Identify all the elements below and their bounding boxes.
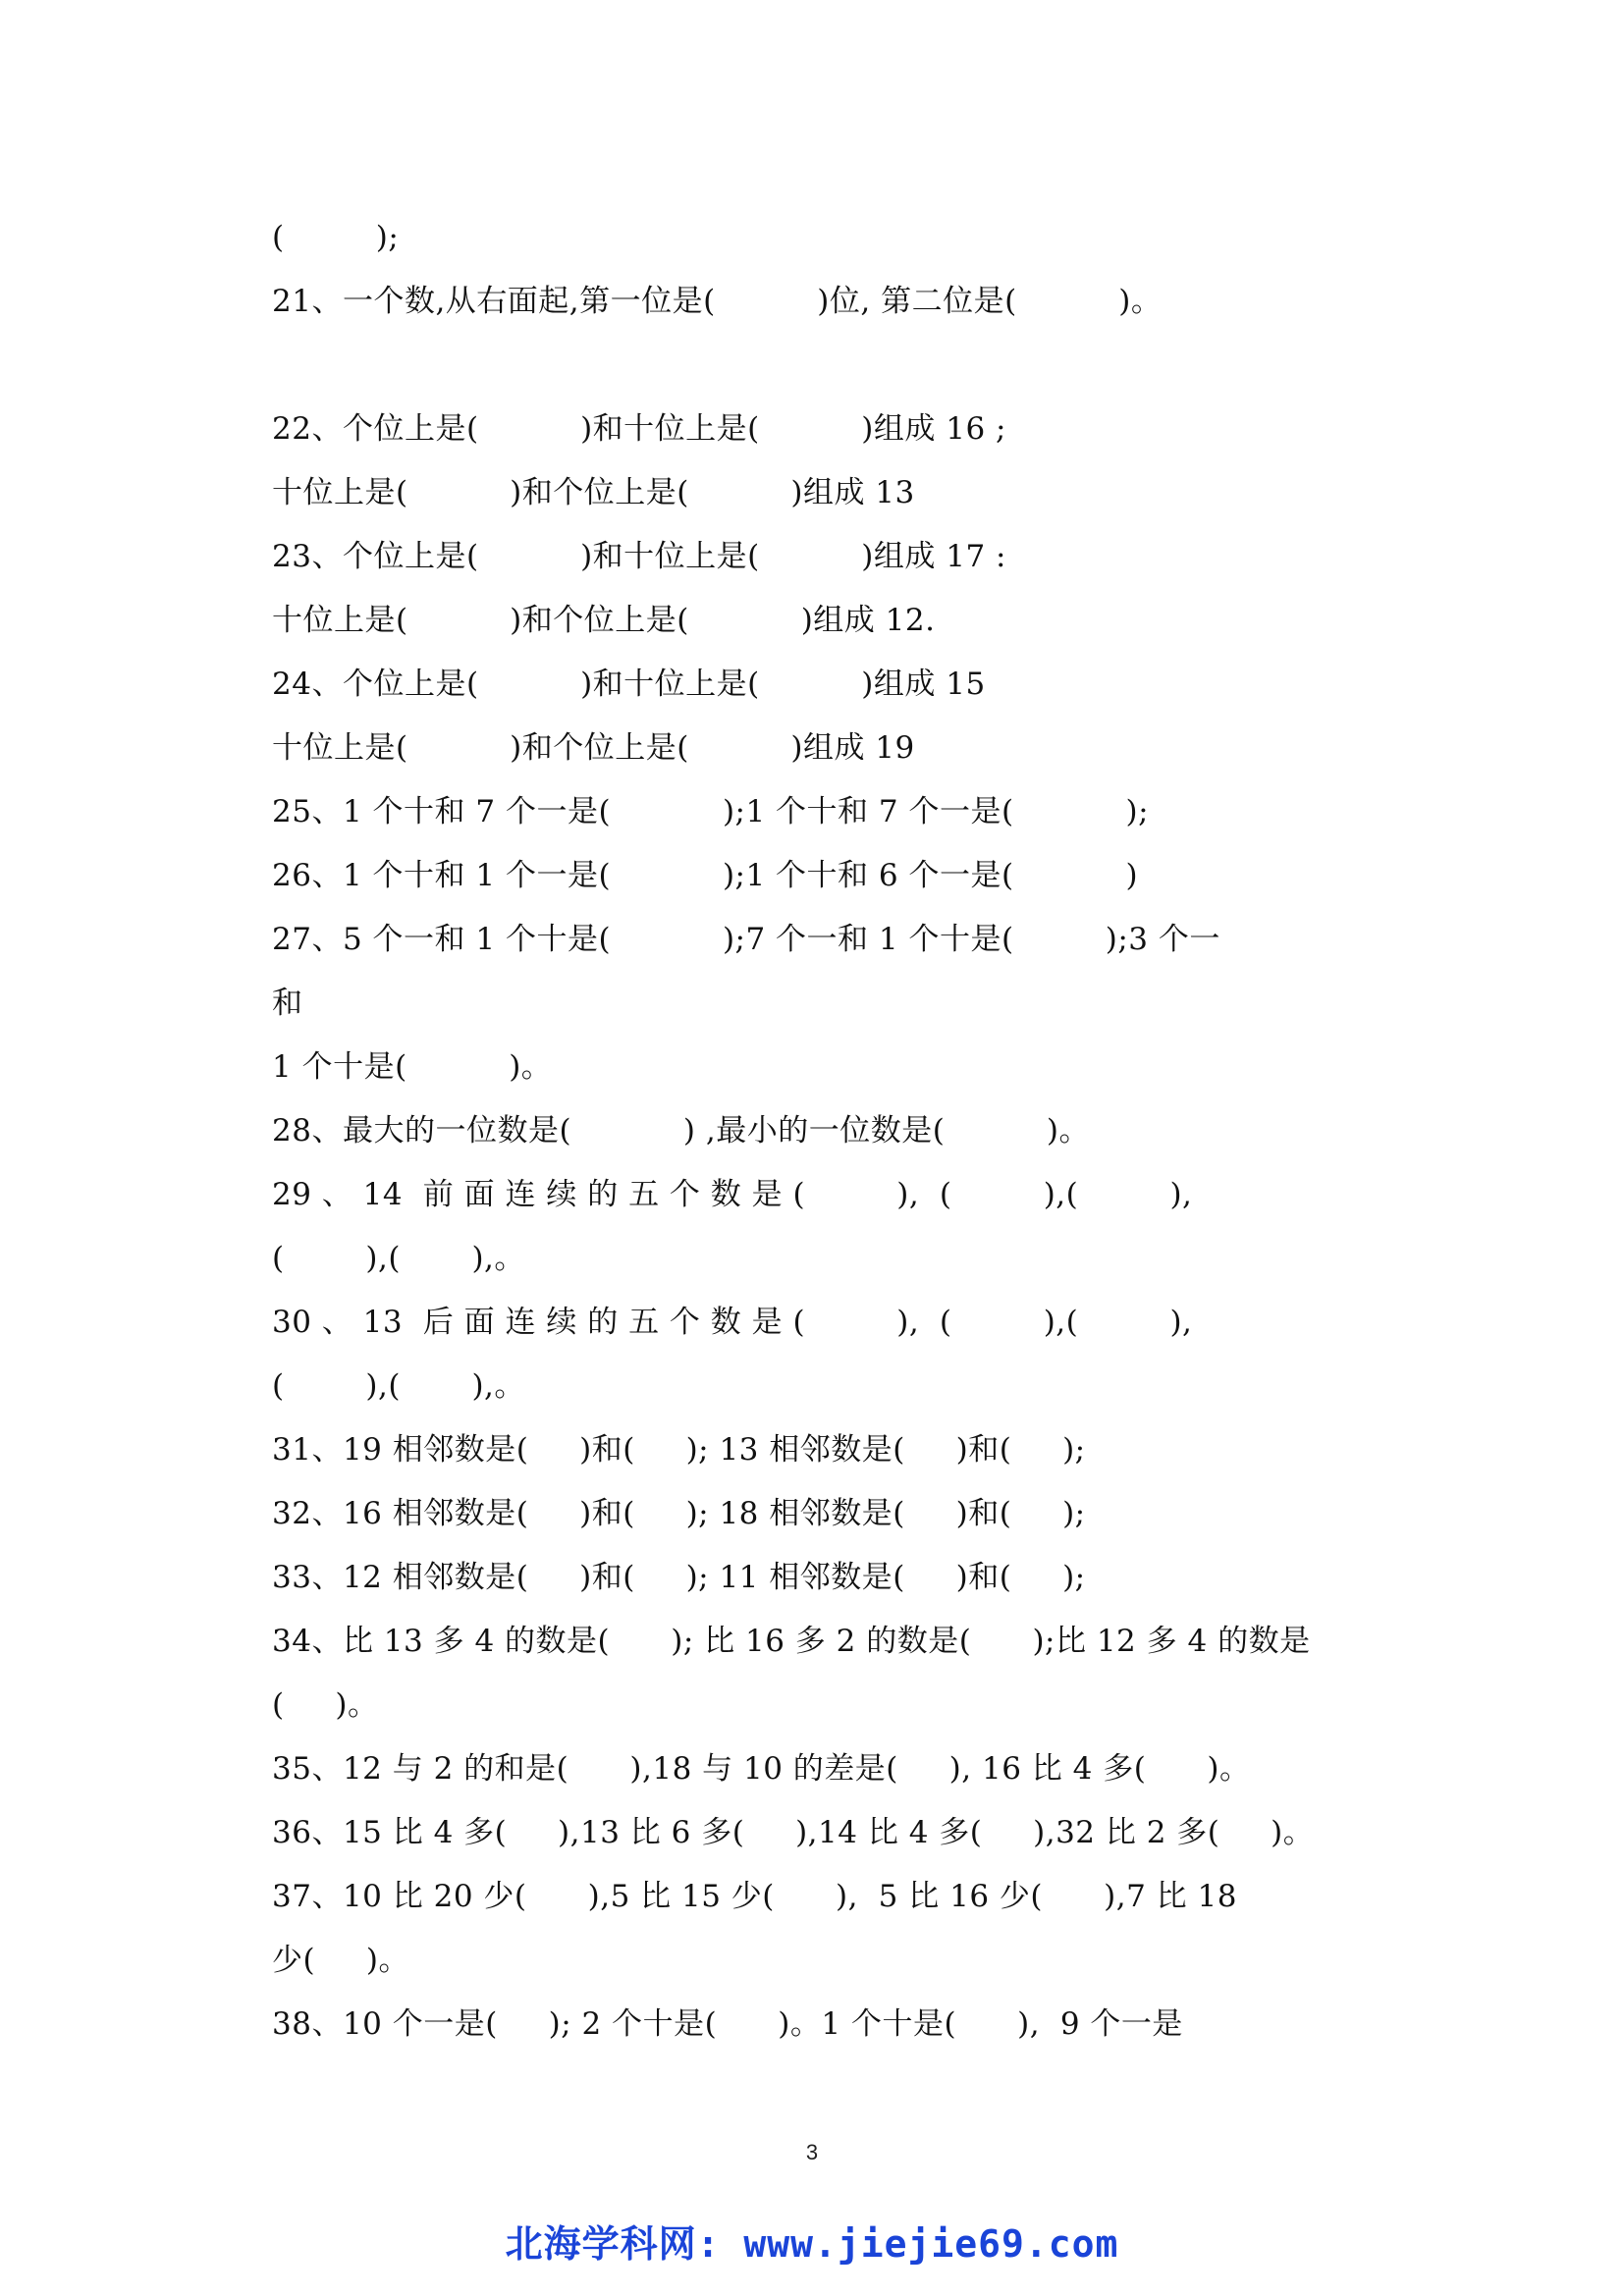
text-line: ( ),( ),。 [272,1241,525,1276]
text-line: 30 、 13 后 面 连 续 的 五 个 数 是 ( ), ( ),( ), [272,1305,1193,1340]
blank-line [272,334,1411,398]
text-line: ( ); [272,220,400,255]
text-line: 37、10 比 20 少( ),5 比 15 少( ), 5 比 16 少( ),7 比 18 [272,1879,1237,1914]
text-line: 35、12 与 2 的和是( ),18 与 10 的差是( ), 16 比 4 多( )。 [272,1751,1251,1787]
text-line: 十位上是( )和个位上是( )组成 19 [272,730,915,766]
text-line: 24、个位上是( )和十位上是( )组成 15 [272,667,986,702]
text-line: 十位上是( )和个位上是( )组成 12. [272,603,936,638]
text-line: 21、一个数,从右面起,第一位是( )位, 第二位是( )。 [272,284,1163,319]
question-list [272,206,1411,2056]
text-line: 29 、 14 前 面 连 续 的 五 个 数 是 ( ), ( ),( ), [272,1177,1193,1212]
text-line: 22、个位上是( )和十位上是( )组成 16 ; [272,411,1007,447]
text-line: 23、个位上是( )和十位上是( )组成 17 : [272,539,1007,574]
text-line: ( ),( ),。 [272,1368,525,1404]
text-line: 26、1 个十和 1 个一是( );1 个十和 6 个一是( ) [272,858,1139,893]
text-line: 34、比 13 多 4 的数是( ); 比 16 多 2 的数是( );比 12 多 4 的数是 [272,1624,1311,1659]
text-line: 33、12 相邻数是( )和( ); 11 相邻数是( )和( ); [272,1560,1086,1595]
text-line: 1 个十是( )。 [272,1049,553,1085]
text-line: 25、1 个十和 7 个一是( );1 个十和 7 个一是( ); [272,794,1150,829]
text-line: 38、10 个一是( ); 2 个十是( )。1 个十是( ), 9 个一是 [272,2006,1183,2042]
text-line: 36、15 比 4 多( ),13 比 6 多( ),14 比 4 多( ),32 比 2 多( )。 [272,1815,1315,1850]
text-line: 和 [272,986,303,1021]
footer-watermark: 北海学科网: www.jiejie69.com [505,2222,1119,2266]
text-line: 少( )。 [272,1943,409,1978]
text-line: 32、16 相邻数是( )和( ); 18 相邻数是( )和( ); [272,1496,1086,1531]
text-line: ( )。 [272,1687,379,1723]
text-line: 28、最大的一位数是( ) ,最小的一位数是( )。 [272,1113,1090,1148]
text-line: 27、5 个一和 1 个十是( );7 个一和 1 个十是( );3 个一 [272,922,1220,957]
text-line: 十位上是( )和个位上是( )组成 13 [272,475,915,510]
page-number: 3 [805,2140,819,2164]
text-line: 31、19 相邻数是( )和( ); 13 相邻数是( )和( ); [272,1432,1086,1468]
